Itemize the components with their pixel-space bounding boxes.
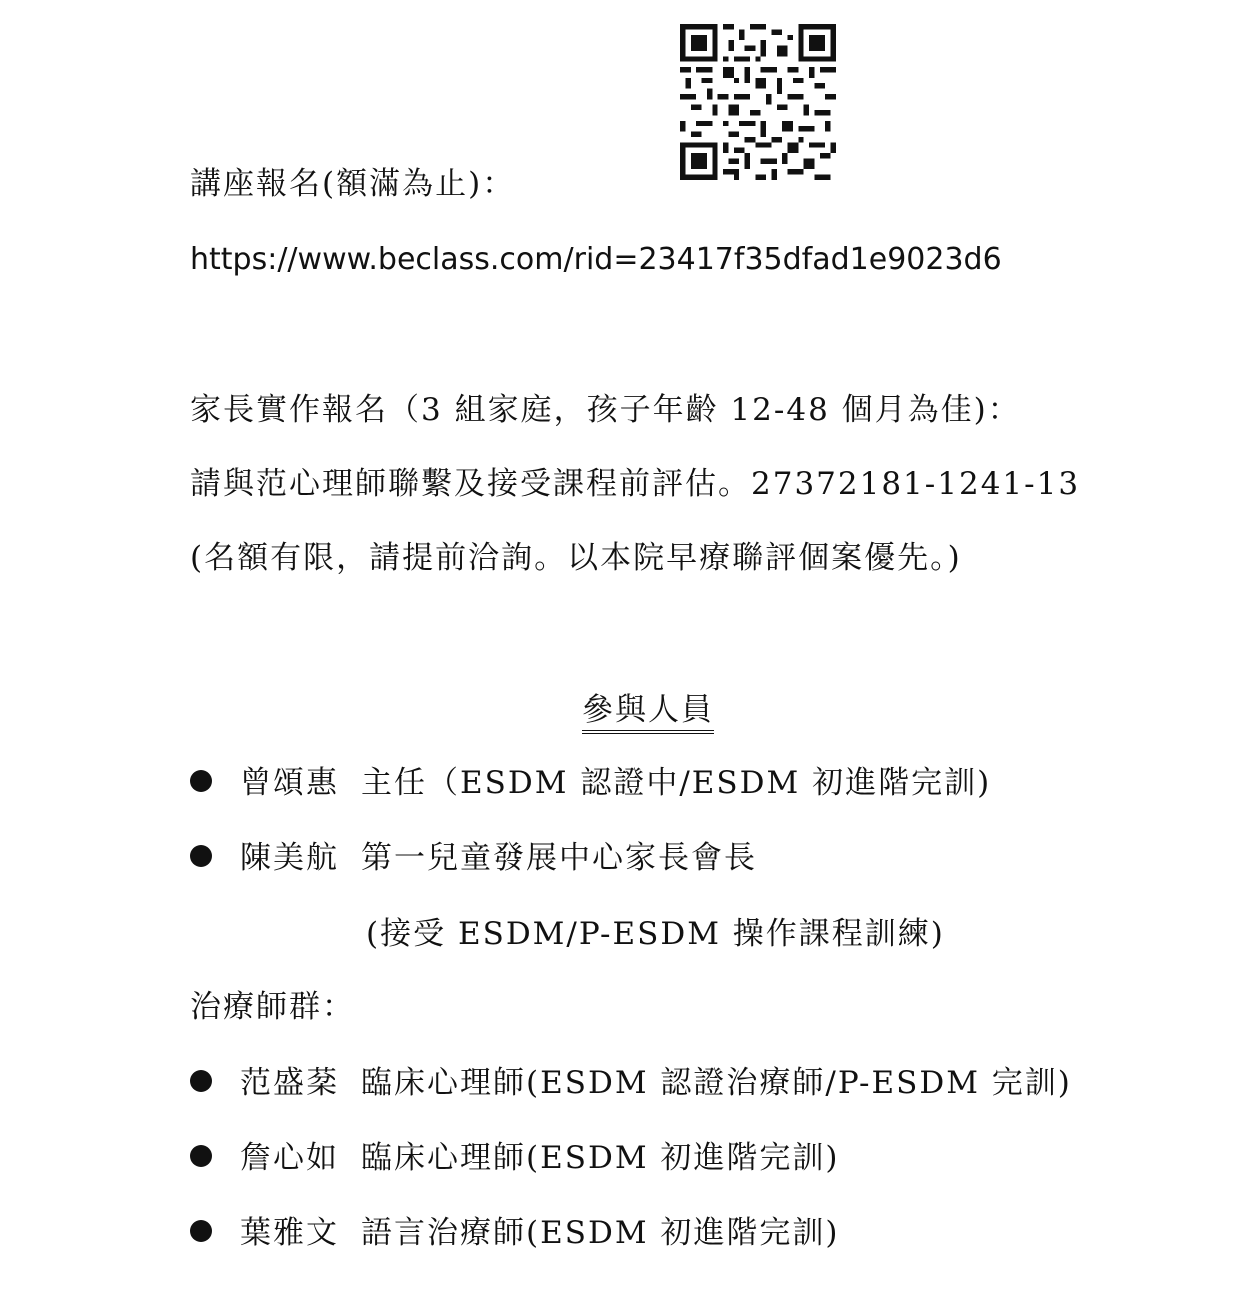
therapist-name: 范盛棻 <box>240 1065 339 1101</box>
therapist-role: 語言治療師(ESDM 初進階完訓) <box>361 1215 840 1251</box>
bullet-icon <box>190 1220 212 1242</box>
therapist-role: 臨床心理師(ESDM 認證治療師/P-ESDM 完訓) <box>361 1065 1072 1101</box>
bullet-icon <box>190 1070 212 1092</box>
bullet-icon <box>190 770 212 792</box>
therapist-name: 葉雅文 <box>240 1215 339 1251</box>
therapist-role: 臨床心理師(ESDM 初進階完訓) <box>361 1140 840 1176</box>
participant-name: 曾頌惠 <box>240 765 339 801</box>
participant-row <box>190 838 757 878</box>
parent-registration-label: 家長實作報名（3 組家庭，孩子年齡 12-48 個月為佳)： <box>190 392 1021 428</box>
bullet-icon <box>190 1145 212 1167</box>
participant-training-note: (接受 ESDM/P-ESDM 操作課程訓練) <box>366 916 945 952</box>
participants-heading-text: 參與人員 <box>582 692 714 734</box>
therapist-name: 詹心如 <box>240 1140 339 1176</box>
participant-role: 第一兒童發展中心家長會長 <box>361 840 757 876</box>
lecture-registration-label: 講座報名(額滿為止)： <box>190 166 516 202</box>
participant-row <box>190 763 991 803</box>
registration-link[interactable]: https://www.beclass.com/rid=23417f35dfad1e9023d6 <box>190 242 1002 277</box>
participant-name: 陳美航 <box>240 840 339 876</box>
priority-note: (名額有限，請提前洽詢。以本院早療聯評個案優先。) <box>190 540 962 576</box>
therapist-row <box>190 1138 840 1178</box>
participant-role: 主任（ESDM 認證中/ESDM 初進階完訓) <box>361 765 992 801</box>
therapists-label: 治療師群： <box>190 989 355 1025</box>
contact-info: 請與范心理師聯繫及接受課程前評估。27372181-1241-13 <box>190 466 1081 502</box>
therapist-row <box>190 1213 840 1253</box>
participants-heading <box>0 690 1241 730</box>
qr-code-image <box>680 24 836 180</box>
bullet-icon <box>190 845 212 867</box>
therapist-row <box>190 1063 1072 1103</box>
